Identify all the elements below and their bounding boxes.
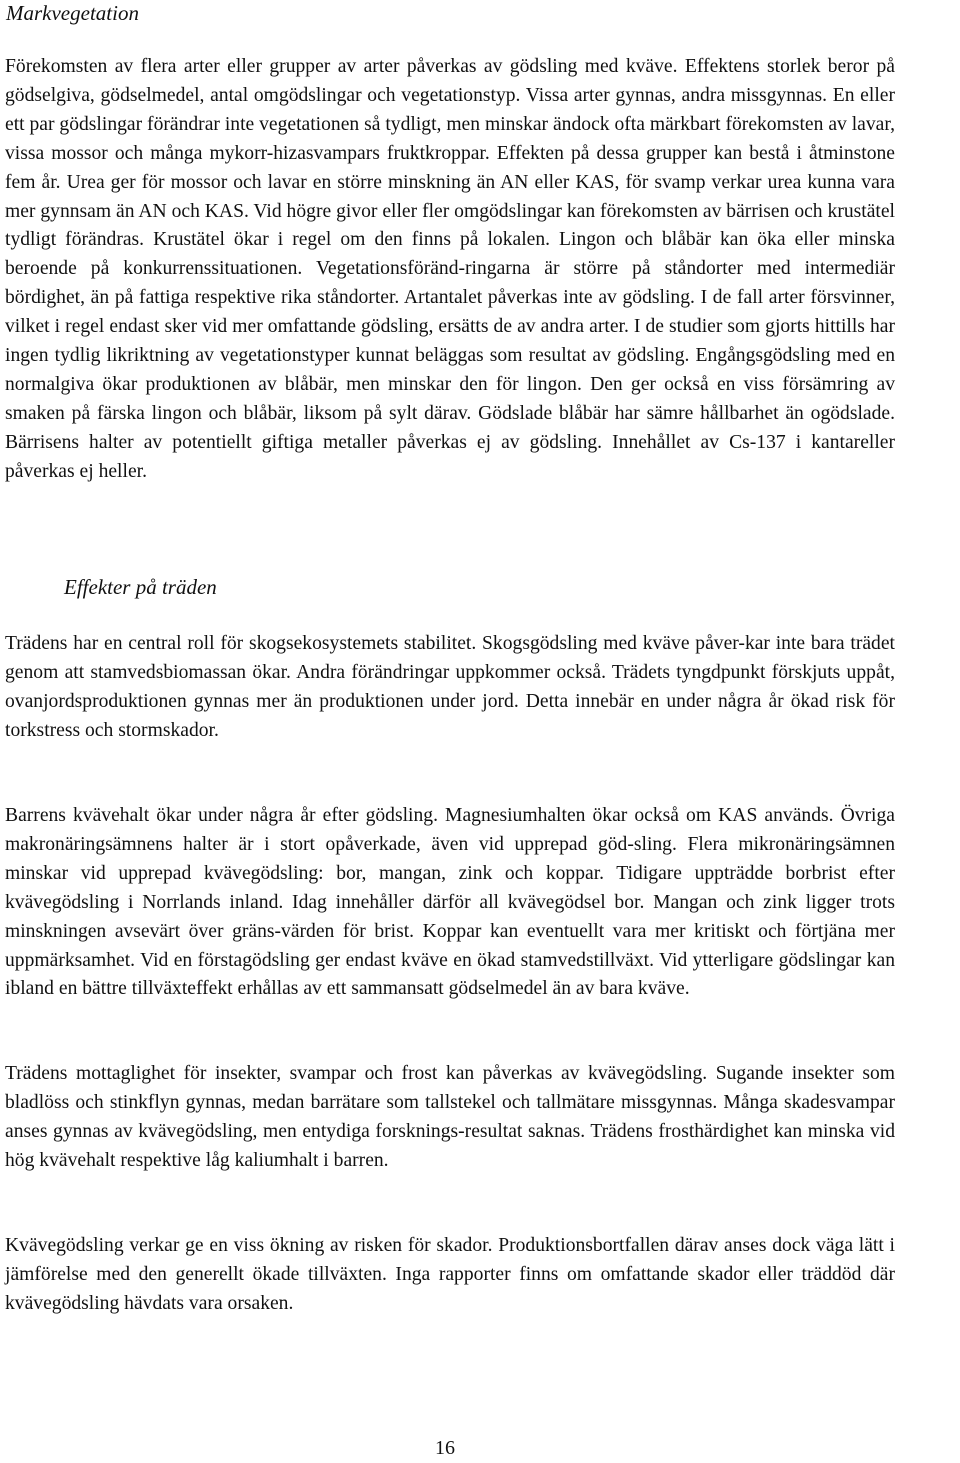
paragraph-tradens-roll: Trädens har en central roll för skogsekosystemets stabilitet. Skogsgödsling med kväve påver-kar inte bara trädet genom att stamvedsbiomassan ökar. Andra förändringar uppkommer också. Trädets tyngdpunkt förskjuts uppåt, ovanjordsproduktionen gynnas mer än produktionen under jord. Detta innebär en under några år ökad risk för torkstress och stormskador. (5, 633, 895, 741)
section-heading-markvegetation: Markvegetation (6, 1, 139, 25)
paragraph-mottaglighet: Trädens mottaglighet för insekter, svampar och frost kan påverkas av kvävegödsling. Sugande insekter som bladlöss och stinkflyn gynnas, medan barrätare som tallstekel och tallmätare missgynnas. Många skadesvampar anses gynnas av kvävegödsling, men entydiga forsknings-resultat saknas. Trädens frosthärdighet kan minska vid hög kvävehalt respektive låg kaliumhalt i barren. (5, 1063, 895, 1171)
page-number: 16 (435, 1437, 455, 1459)
section-heading-effekter-pa-traden: Effekter på träden (64, 575, 217, 599)
paragraph-markvegetation: Förekomsten av flera arter eller grupper av arter påverkas av gödsling med kväve. Effektens storlek beror på gödselgiva, gödselmedel, antal omgödslingar och vegetationstyp. Vissa arter gynnas, andra missgynnas. En eller ett par gödslingar förändrar inte vegetationen så tydligt, men minskar ändock ofta märkbart förekomsten av lavar, vissa mossor och många mykorr-hizasvampars fruktkroppar. Effekten på dessa grupper kan bestå i åtminstone fem år. Urea ger för mossor och lavar en större minskning än AN eller KAS, för svamp verkar urea kunna vara mer gynnsam än AN och KAS. Vid högre givor eller fler omgödslingar kan förekomsten av bärrisen och krustätel tydligt förändras. Krustätel ökar i regel om den finns på lokalen. Lingon och blåbär kan öka eller minska beroende på konkurrenssituationen. Vegetationsföränd-ringarna är större på ståndorter med intermediär bördighet, än på fattiga respektive rika ståndorter. Artantalet påverkas inte av gödsling. I de fall arter försvinner, vilket i regel endast sker vid mer omfattande gödsling, ersätts de av andra arter. I de studier som gjorts hittills har ingen tydlig likriktning av vegetationstyper kunnat beläggas som resultat av gödsling. Engångsgödsling med en normalgiva ökar produktionen av blåbär, men minskar den för lingon. Den ger också en viss försämring av smaken på färska lingon och blåbär, liksom på sylt därav. Gödslade blåbär har sämre hållbarhet än ogödslade. Bärrisens halter av potentiellt giftiga metaller påverkas ej av gödsling. Innehållet av Cs-137 i kantareller påverkas ej heller. (5, 56, 895, 482)
paragraph-barrens-kvavehalt: Barrens kvävehalt ökar under några år efter gödsling. Magnesiumhalten ökar också om KAS används. Övriga makronäringsämnens halter är i stort opåverkade, även vid upprepad göd-sling. Flera mikronäringsämnen minskar vid upprepad kvävegödsling: bor, mangan, zink och koppar. Tidigare uppträdde borbrist efter kvävegödsling i Norrlands inland. Idag innehåller därför all kvävegödsel bor. Mangan och zink ligger trots minskningen avsevärt över gräns-värden för brist. Koppar kan eventuellt vara mer kritiskt och förtjäna mer uppmärksamhet. Vid en förstagödsling ger endast kväve en ökad stamvedstillväxt. Vid ytterligare gödslingar kan ibland en bättre tillväxteffekt erhållas av ett sammansatt gödselmedel än av bara kväve. (5, 805, 895, 1000)
paragraph-skaderisk: Kvävegödsling verkar ge en viss ökning av risken för skador. Produktionsbortfallen därav anses dock väga lätt i jämförelse med den generellt ökade tillväxten. Inga rapporter finns om omfattande skador eller träddöd där kvävegödsling hävdats vara orsaken. (5, 1235, 895, 1314)
